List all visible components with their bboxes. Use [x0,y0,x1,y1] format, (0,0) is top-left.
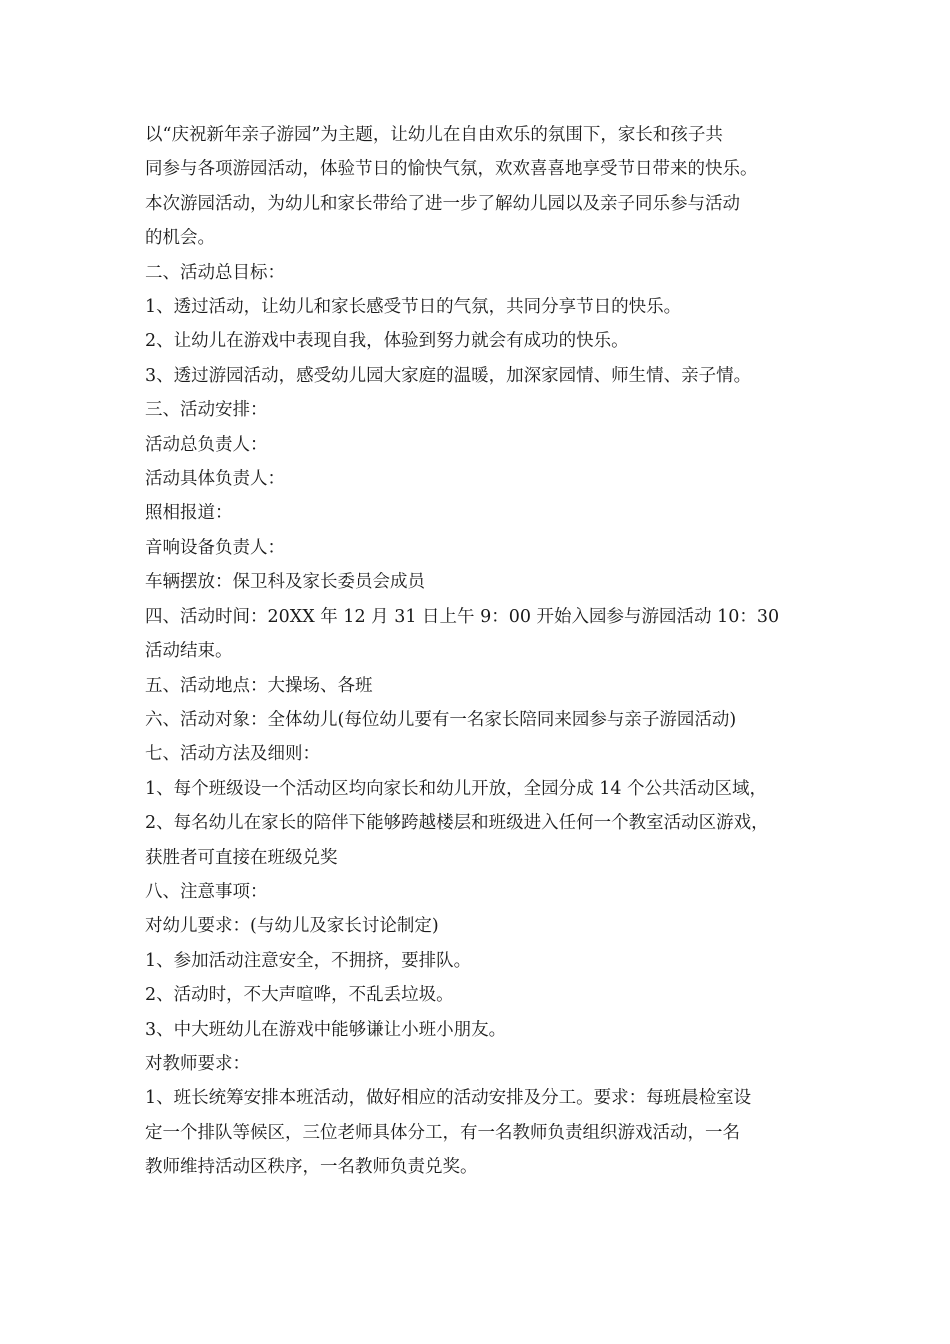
list-item: 1、透过活动，让幼儿和家长感受节日的气氛，共同分享节日的快乐。 [145,297,682,318]
section-heading: 二、活动总目标： [145,262,285,283]
text-line: 对幼儿要求：(与幼儿及家长讨论制定) [145,916,439,937]
text-line: 活动总负责人： [145,434,268,455]
section-heading: 六、活动对象：全体幼儿(每位幼儿要有一名家长陪同来园参与亲子游园活动) [145,709,737,730]
text-line: 获胜者可直接在班级兑奖 [145,847,338,868]
section-heading: 八、注意事项： [145,881,268,902]
text-line: 照相报道： [145,503,233,524]
text-line: 以“庆祝新年亲子游园”为主题，让幼儿在自由欢乐的氛围下，家长和孩子共 [145,125,723,145]
list-item: 2、活动时，不大声喧哗，不乱丢垃圾。 [145,985,454,1006]
section-heading: 三、活动安排： [145,400,268,421]
text-line: 活动具体负责人： [145,469,285,490]
text-line: 的机会。 [145,228,215,249]
section-heading: 四、活动时间：20XX 年 12 月 31 日上午 9：00 开始入园参与游园活动 10：30 [145,606,780,627]
text-line: 对教师要求： [145,1053,250,1074]
list-item: 2、让幼儿在游戏中表现自我，体验到努力就会有成功的快乐。 [145,331,629,352]
text-line: 车辆摆放：保卫科及家长委员会成员 [145,572,425,593]
list-item: 3、中大班幼儿在游戏中能够谦让小班小朋友。 [145,1019,507,1040]
list-item: 1、班长统筹安排本班活动，做好相应的活动安排及分工。要求：每班晨检室设 [145,1088,752,1109]
list-item: 3、透过游园活动，感受幼儿园大家庭的温暖，加深家园情、师生情、亲子情。 [145,365,752,386]
text-line: 本次游园活动，为幼儿和家长带给了进一步了解幼儿园以及亲子同乐参与活动 [145,193,740,214]
text-line: 教师维持活动区秩序，一名教师负责兑奖。 [145,1157,478,1178]
text-line: 同参与各项游园活动，体验节日的愉快气氛，欢欢喜喜地享受节日带来的快乐。 [145,159,758,180]
list-item: 1、每个班级设一个活动区均向家长和幼儿开放，全园分成 14 个公共活动区域， [145,778,768,799]
text-line: 活动结束。 [145,641,233,662]
text-line: 音响设备负责人： [145,537,285,558]
section-heading: 七、活动方法及细则： [145,744,320,765]
list-item: 1、参加活动注意安全，不拥挤，要排队。 [145,950,472,971]
section-heading: 五、活动地点：大操场、各班 [145,675,373,696]
list-item: 2、每名幼儿在家长的陪伴下能够跨越楼层和班级进入任何一个教室活动区游戏， [145,813,769,834]
document-body [145,118,825,1185]
text-line: 定一个排队等候区，三位老师具体分工，有一名教师负责组织游戏活动，一名 [145,1122,740,1143]
